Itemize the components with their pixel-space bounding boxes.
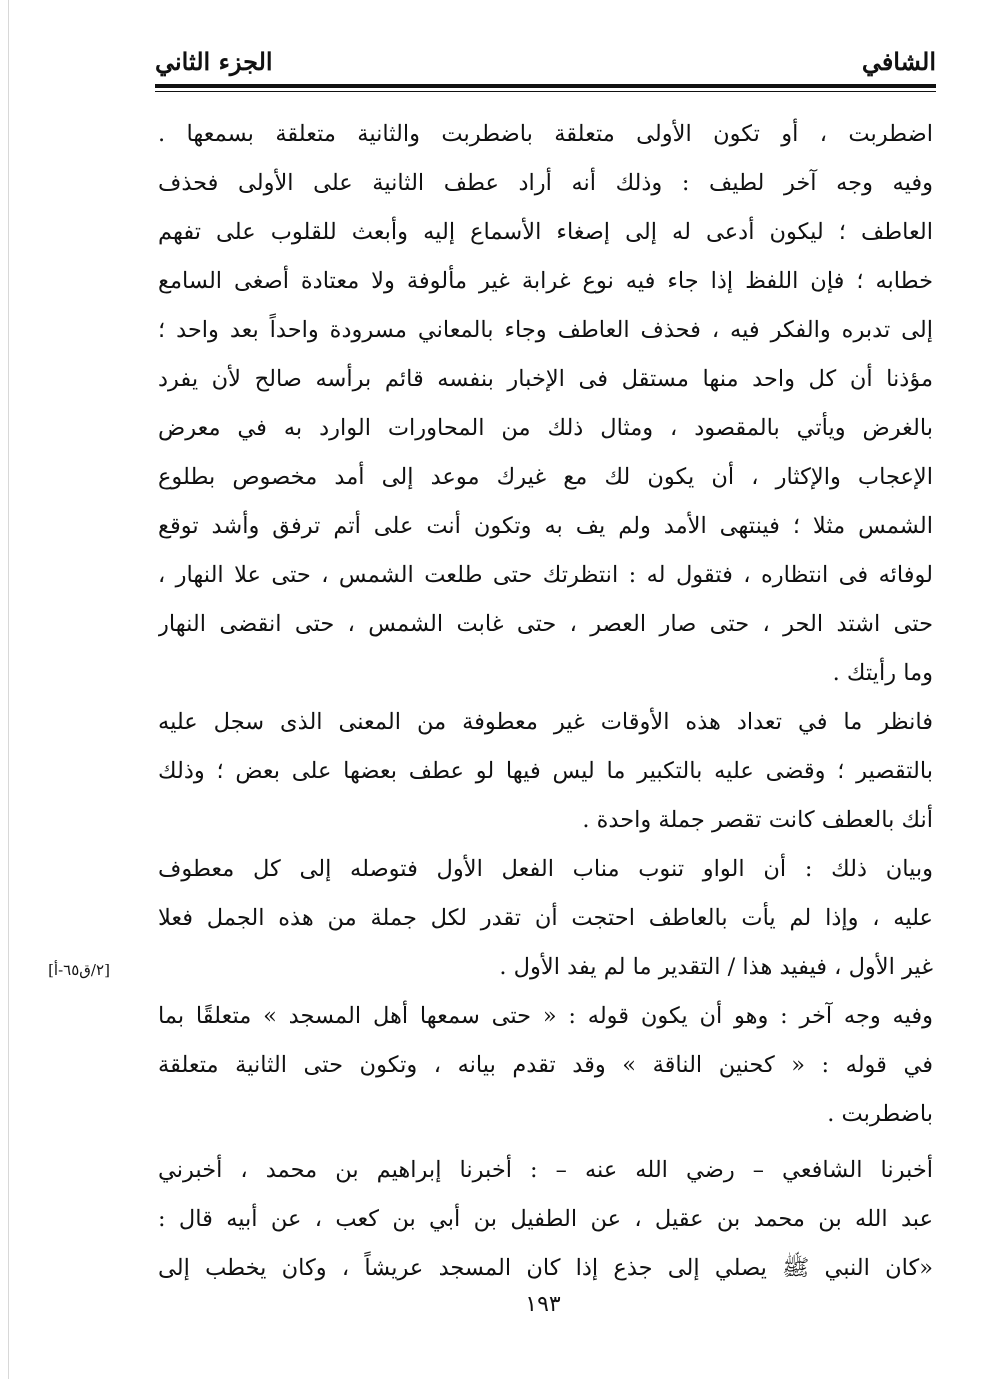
text-line: مؤذنا أن كل واحد منها مستقل فى الإخبار بنفسه قائم برأسه صالح لأن يفرد: [158, 366, 933, 392]
text-line: خطابه ؛ فإن اللفظ إذا جاء فيه نوع غرابة غير مألوفة ولا معتادة أصغى السامع: [158, 268, 933, 294]
header-rule-thin: [155, 91, 936, 92]
text-line: فانظر ما في تعداد هذه الأوقات غير معطوفة من المعنى الذى سجل عليه: [158, 709, 933, 735]
page-edge: [8, 0, 9, 1379]
text-line: حتى اشتد الحر ، حتى صار العصر ، حتى غابت الشمس ، حتى انقضى النهار: [158, 611, 933, 637]
text-line: غير الأول ، فيفيد هذا / التقدير ما لم يفد الأول .: [499, 954, 933, 980]
text-line: وما رأيتك .: [832, 660, 933, 686]
text-line: لوفائه فى انتظاره ، فتقول له : انتظرتك حتى طلعت الشمس ، حتى علا النهار ،: [158, 562, 933, 588]
text-line: إلى تدبره والفكر فيه ، فحذف العاطف وجاء بالمعاني مسرودة واحداً بعد واحد ؛: [158, 317, 933, 343]
text-line: بالغرض ويأتي بالمقصود ، ومثال ذلك من المحاورات الوارد به في معرض: [158, 415, 933, 441]
text-line: الشمس مثلا ؛ فينتهى الأمد ولم يف به وتكون أنت على أتم ترفق وأشد توقع: [158, 513, 933, 539]
text-line: بالتقصير ؛ وقضى عليه بالتكبير ما ليس فيها لو عطف بعضها على بعض ؛ وذلك: [158, 758, 933, 784]
text-line: «كان النبي ﷺ يصلي إلى جذع إذا كان المسجد عريشاً ، وكان يخطب إلى: [158, 1255, 933, 1281]
text-line: العاطف ؛ ليكون أدعى له إلى إصغاء الأسماع إليه وأبعث للقلوب على تفهم: [158, 219, 933, 245]
text-line: في قوله : « كحنين الناقة » وقد تقدم بيانه ، وتكون حتى الثانية متعلقة: [158, 1052, 933, 1078]
manuscript-folio-note: [٢/ق٦٥-أ]: [48, 961, 110, 979]
text-line: باضطربت .: [827, 1101, 933, 1127]
text-line: عبد الله بن محمد بن عقيل ، عن الطفيل بن أبي بن كعب ، عن أبيه قال :: [158, 1206, 933, 1232]
text-line: وبيان ذلك : أن الواو تنوب مناب الفعل الأول فتوصله إلى كل معطوف: [158, 856, 933, 882]
volume-title: الجزء الثاني: [155, 47, 273, 76]
body-text: [158, 110, 933, 1293]
text-line: وفيه وجه آخر لطيف : وذلك أنه أراد عطف الثانية على الأولى فحذف: [158, 170, 933, 196]
text-line: وفيه وجه آخر : وهو أن يكون قوله : « حتى سمعها أهل المسجد » متعلقًا بما: [158, 1003, 933, 1029]
book-title: الشافي: [861, 47, 936, 76]
text-line: أخبرنا الشافعي – رضي الله عنه – : أخبرنا إبراهيم بن محمد ، أخبرني: [158, 1157, 933, 1183]
text-line: اضطربت ، أو تكون الأولى متعلقة باضطربت والثانية متعلقة بسمعها .: [158, 121, 933, 147]
page-number: ١٩٣: [525, 1292, 561, 1317]
text-line: الإعجاب والإكثار ، أن يكون لك مع غيرك موعد إلى أمد مخصوص بطلوع: [158, 464, 933, 490]
text-line: عليه ، وإذا لم يأت بالعاطف احتجت أن تقدر لكل جملة من هذه الجمل فعلا: [158, 905, 933, 931]
header-rule-thick: [155, 84, 936, 88]
running-header: [155, 36, 936, 84]
text-line: أنك بالعطف كانت تقصر جملة واحدة .: [582, 807, 933, 833]
